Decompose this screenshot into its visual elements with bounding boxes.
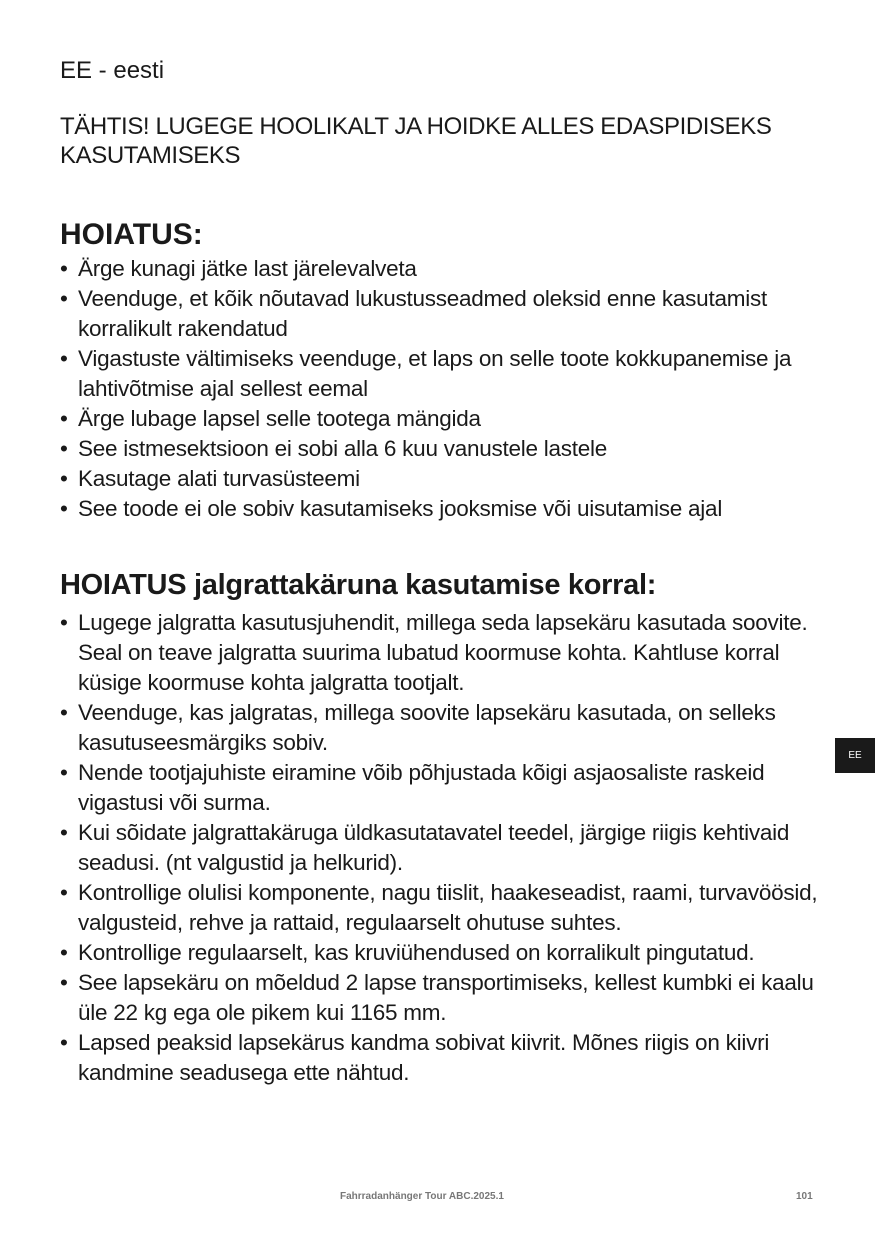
important-notice: TÄHTIS! LUGEGE HOOLIKALT JA HOIDKE ALLES EDASPIDISEKS KASUTAMISEKS <box>60 113 772 169</box>
list-item: • Vigastuste vältimiseks veenduge, et laps on selle toote kokkupanemise ja lahtivõtmise ajal sellest eemal <box>60 344 820 404</box>
list-item: • See toode ei ole sobiv kasutamiseks jooksmise või uisutamise ajal <box>60 494 820 524</box>
list-item: • Kui sõidate jalgrattakäruga üldkasutatavatel teedel, järgige riigis kehtivaid seadusi. (nt valgustid ja helkurid). <box>60 818 820 878</box>
list-item: • See lapsekäru on mõeldud 2 lapse transportimiseks, kellest kumbki ei kaalu üle 22 kg ega ole pikem kui 1165 mm. <box>60 968 820 1028</box>
list-item: • Nende tootjajuhiste eiramine võib põhjustada kõigi asjaosaliste raskeid vigastusi või surma. <box>60 758 820 818</box>
language-heading: EE - eesti <box>60 57 165 84</box>
bike-warning-title: HOIATUS jalgrattakäruna kasutamise korral: <box>60 569 657 601</box>
footer-title: Fahrradanhänger Tour ABC.2025.1 <box>340 1191 504 1202</box>
list-item: • See istmesektsioon ei sobi alla 6 kuu vanustele lastele <box>60 434 820 464</box>
warning-title: HOIATUS: <box>60 218 203 251</box>
list-item: • Lugege jalgratta kasutusjuhendit, millega seda lapsekäru kasutada soovite. Seal on teave jalgratta suurima lubatud koormuse kohta. Kahtluse korral küsige koormuse kohta jalgratta tootjalt. <box>60 608 820 698</box>
bike-warning-list <box>60 608 820 1088</box>
list-item: • Lapsed peaksid lapsekärus kandma sobivat kiivrit. Mõnes riigis on kiivri kandmine seadusega ette nähtud. <box>60 1028 820 1088</box>
list-item: • Kontrollige olulisi komponente, nagu tiislit, haakeseadist, raami, turvavöösid, valgusteid, rehve ja rattaid, regulaarselt ohutuse suhtes. <box>60 878 820 938</box>
list-item: • Ärge lubage lapsel selle tootega mängida <box>60 404 820 434</box>
page-number: 101 <box>796 1191 813 1202</box>
list-item: • Ärge kunagi jätke last järelevalveta <box>60 254 820 284</box>
language-side-tab: EE <box>835 738 875 773</box>
list-item: • Veenduge, et kõik nõutavad lukustusseadmed oleksid enne kasutamist korralikult rakendatud <box>60 284 820 344</box>
list-item: • Kasutage alati turvasüsteemi <box>60 464 820 494</box>
list-item: • Kontrollige regulaarselt, kas kruviühendused on korralikult pingutatud. <box>60 938 820 968</box>
warning-list <box>60 254 820 524</box>
list-item: • Veenduge, kas jalgratas, millega soovite lapsekäru kasutada, on selleks kasutuseesmärgiks sobiv. <box>60 698 820 758</box>
